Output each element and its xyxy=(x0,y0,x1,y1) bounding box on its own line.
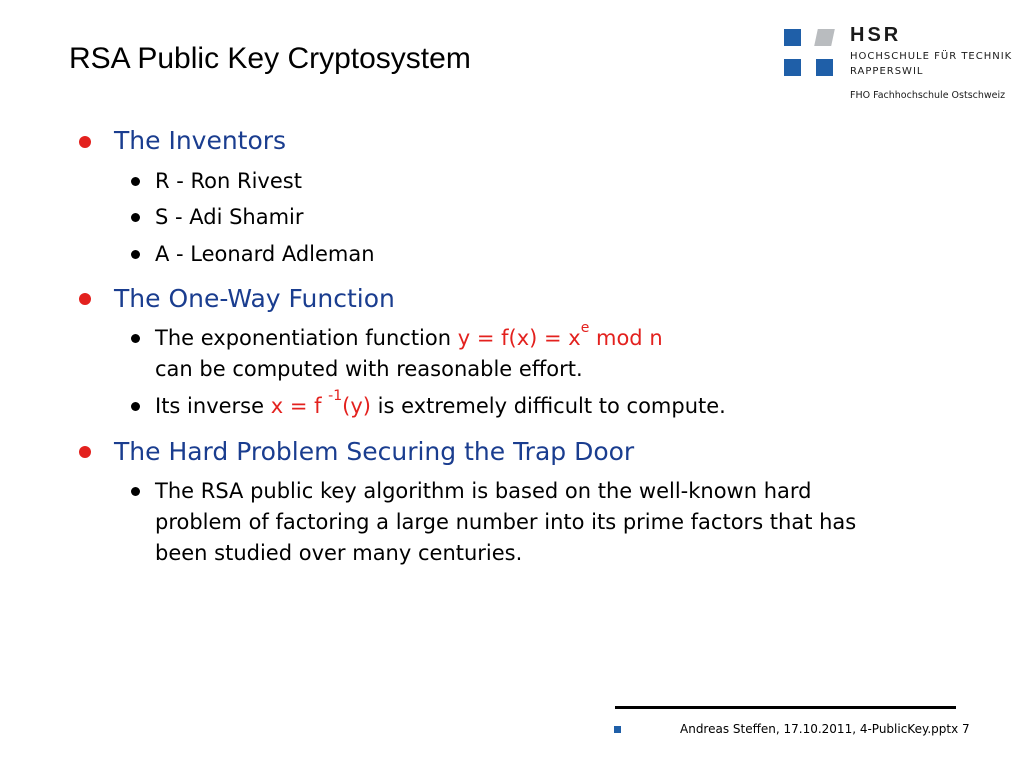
formula-tail: (y) xyxy=(342,394,371,418)
bullet-black xyxy=(131,213,140,222)
bullet-red xyxy=(79,446,91,458)
logo-line-1: HOCHSCHULE FÜR TECHNIK xyxy=(850,51,1013,62)
list-item-rsa-algorithm xyxy=(155,476,935,569)
section-heading-hard-problem: The Hard Problem Securing the Trap Door xyxy=(114,437,635,466)
list-item-inverse xyxy=(155,388,935,422)
text-line: been studied over many centuries. xyxy=(155,541,523,565)
slide-title: RSA Public Key Cryptosystem xyxy=(69,42,471,75)
list-item: S - Adi Shamir xyxy=(155,205,304,229)
footer-divider xyxy=(615,706,956,709)
footer-square-icon xyxy=(614,726,621,733)
logo-line-2: RAPPERSWIL xyxy=(850,66,924,77)
logo-line-3: FHO Fachhochschule Ostschweiz xyxy=(850,90,1006,101)
formula-main: x = f xyxy=(270,394,329,418)
bullet-black xyxy=(131,177,140,186)
text-continuation: can be computed with reasonable effort. xyxy=(155,357,583,381)
text-line: The RSA public key algorithm is based on the well-known hard xyxy=(155,479,812,503)
bullet-red xyxy=(79,293,91,305)
logo-square-blue-1 xyxy=(784,29,801,46)
logo-square-blue-3 xyxy=(816,59,833,76)
logo-square-blue-2 xyxy=(784,59,801,76)
bullet-black xyxy=(131,250,140,259)
text-suffix: is extremely difficult to compute. xyxy=(370,394,726,418)
list-item: R - Ron Rivest xyxy=(155,169,302,193)
formula-tail: mod n xyxy=(589,326,663,350)
bullet-red xyxy=(79,136,91,148)
list-item: A - Leonard Adleman xyxy=(155,242,375,266)
bullet-black xyxy=(131,402,140,411)
footer-text: Andreas Steffen, 17.10.2011, 4-PublicKey.pptx 7 xyxy=(680,722,970,736)
logo-square-grey xyxy=(814,29,835,46)
hsr-logo xyxy=(784,24,1014,104)
formula-main: y = f(x) = x xyxy=(457,326,581,350)
text-prefix: The exponentiation function xyxy=(155,326,458,350)
text-prefix: Its inverse xyxy=(155,394,271,418)
logo-name: HSR xyxy=(850,24,902,46)
formula-superscript: e xyxy=(580,320,590,336)
list-item-exponentiation xyxy=(155,320,935,385)
text-line: problem of factoring a large number into its prime factors that has xyxy=(155,510,857,534)
section-heading-inventors: The Inventors xyxy=(114,126,287,155)
formula-superscript: -1 xyxy=(328,388,343,404)
section-heading-one-way: The One-Way Function xyxy=(114,284,395,313)
bullet-black xyxy=(131,487,140,496)
bullet-black xyxy=(131,334,140,343)
